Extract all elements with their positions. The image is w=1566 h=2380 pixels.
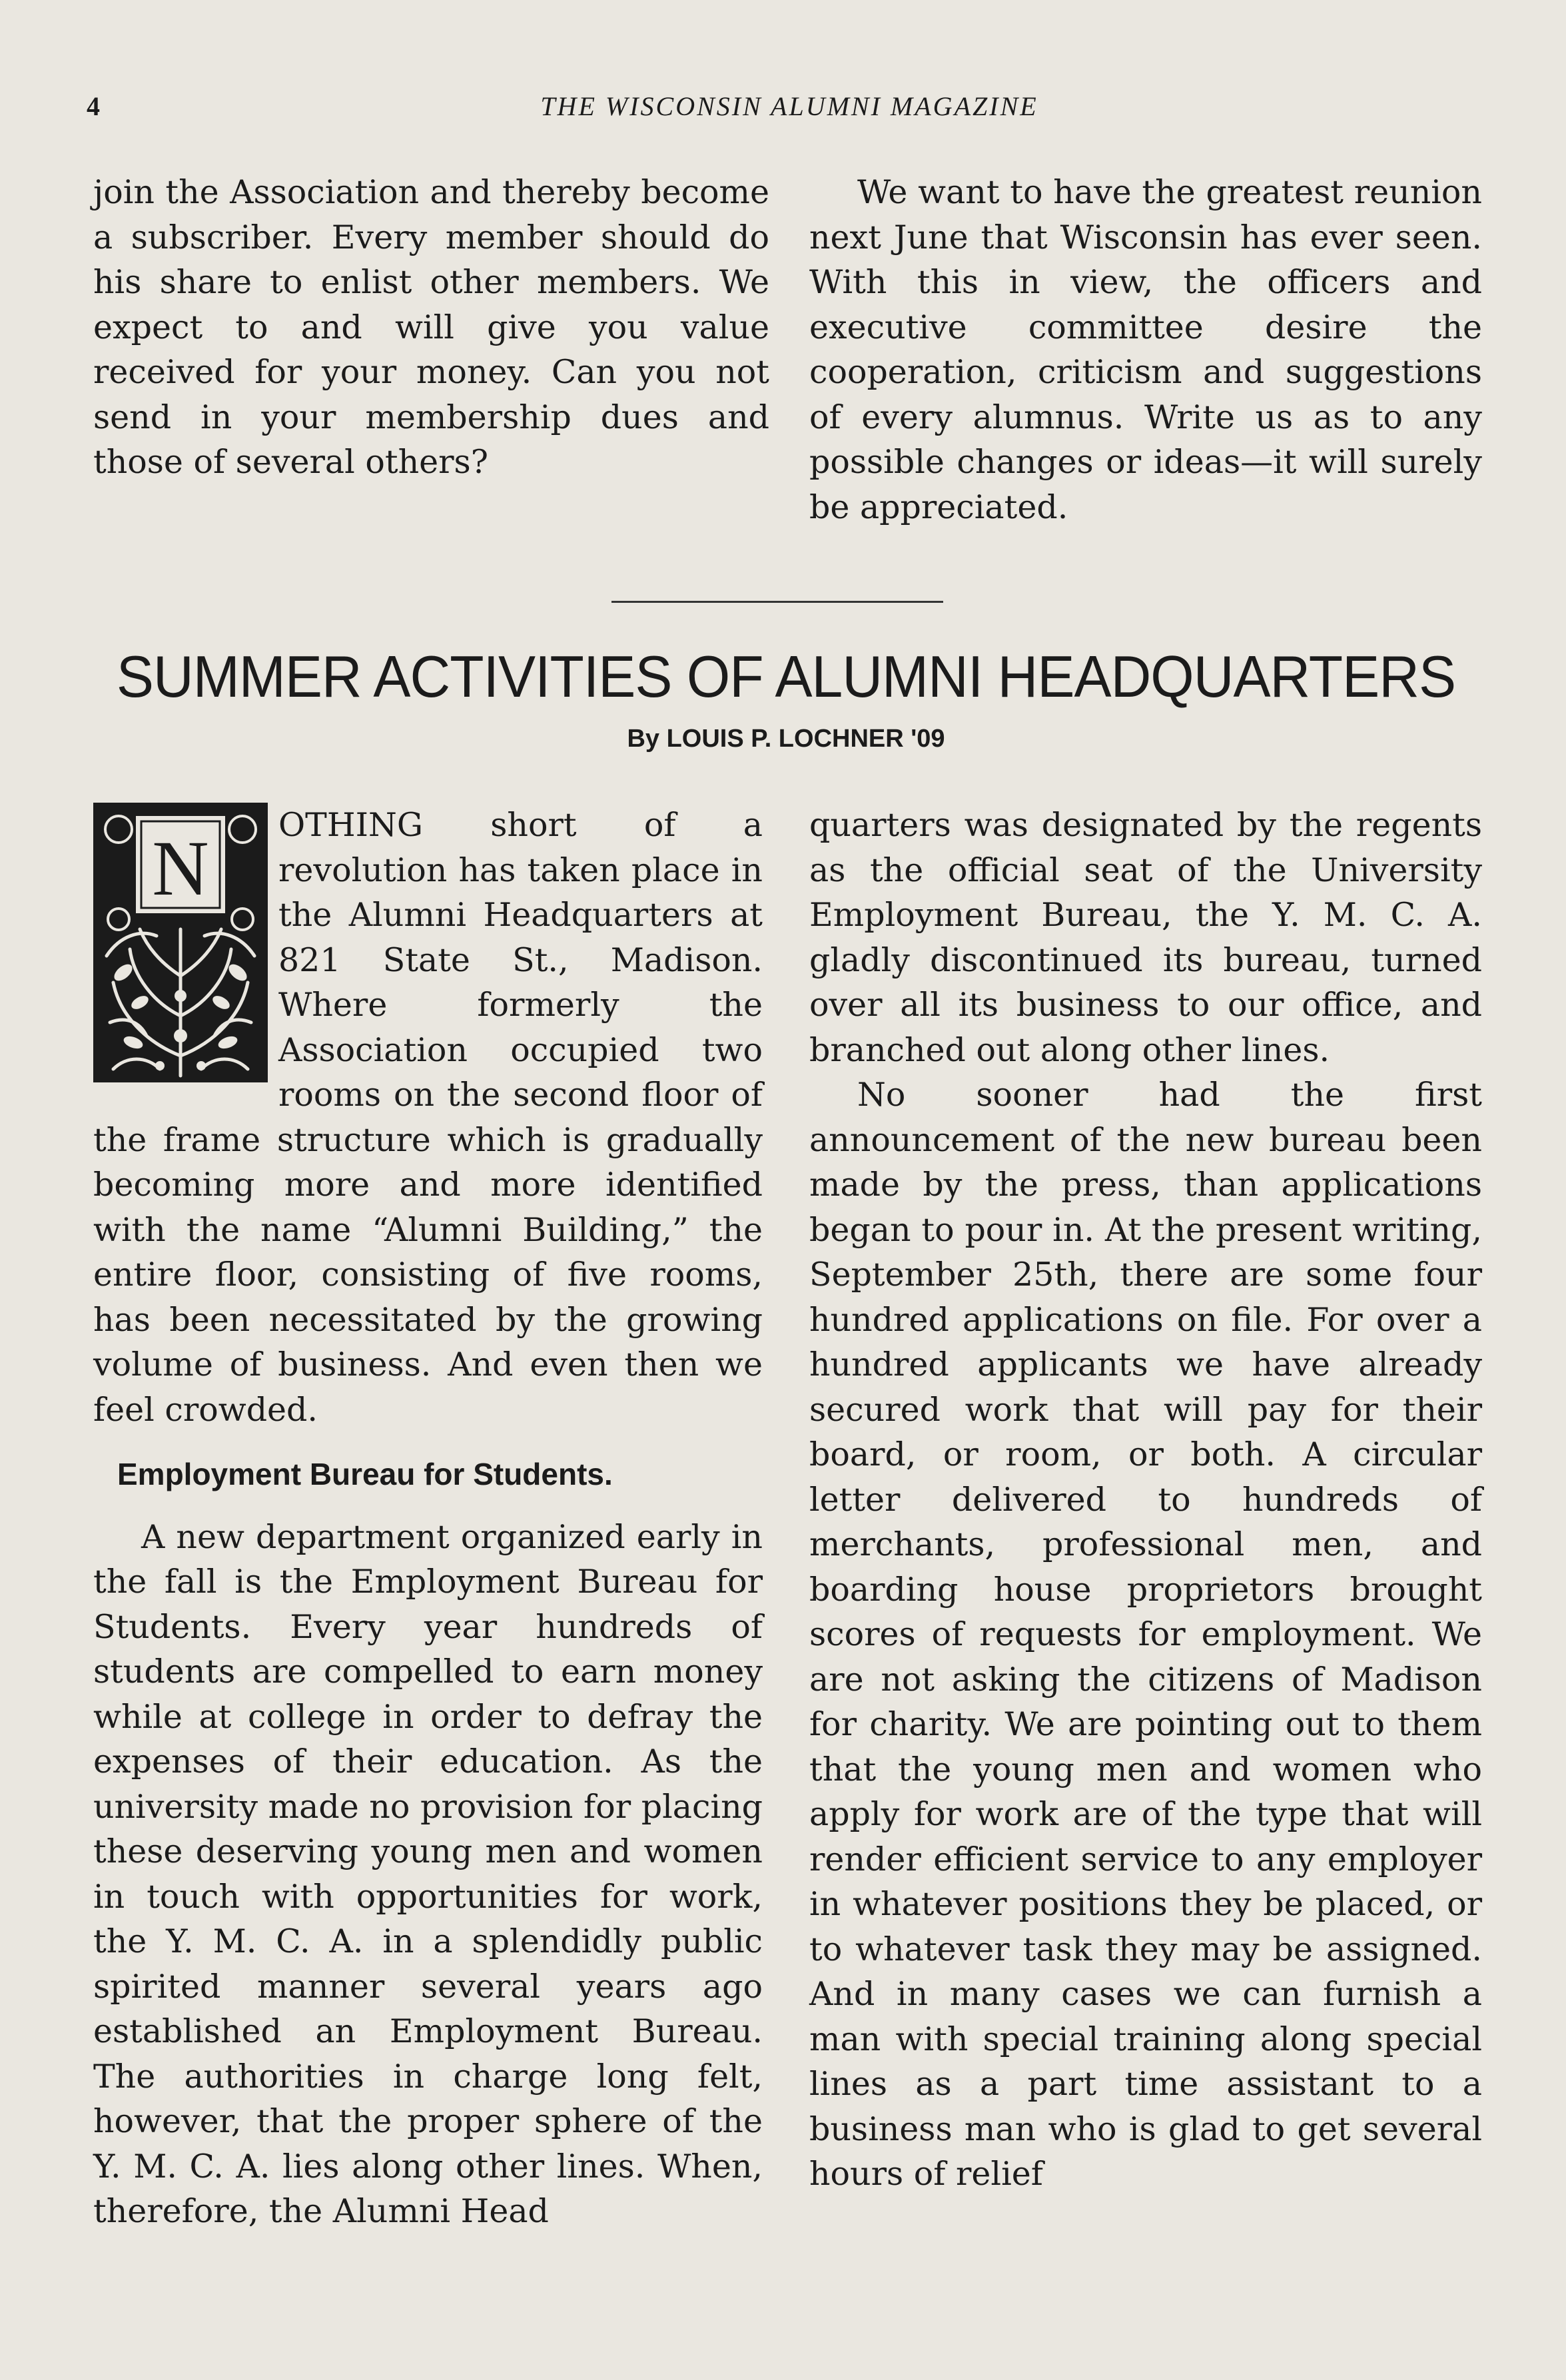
- article-byline: By LOUIS P. LOCHNER '09: [627, 725, 945, 753]
- article-paragraph-2: A new department organized early in the fall is the Employment Bureau for Students. Every year hundreds of students are compelled to earn money while at college in order to defray the expenses of their education. As the university made no provision for placing these deserving young men and women in touch with opportunities for work, the Y. M. C. A. in a splendidly public spirited manner several years ago established an Employment Bureau. The authorities in charge long felt, however, that the proper sphere of the Y. M. C. A. lies along other lines. When, therefore, the Alumni Head: [93, 1517, 763, 2230]
- intro-left-paragraph: join the Association and thereby become a subscriber. Every member should do his share to enlist other members. We expect to and will give you value received for your money. Can you not send in your membership dues and those of several others?: [93, 173, 769, 481]
- article-title: SUMMER ACTIVITIES OF ALUMNI HEADQUARTERS: [116, 643, 1456, 709]
- article-subheading: Employment Bureau for Students.: [117, 1457, 613, 1491]
- drop-cap-ornament: [93, 803, 268, 1082]
- article-right-column: [809, 803, 1482, 2197]
- section-divider: [611, 601, 943, 603]
- article-paragraph-4: No sooner had the first announcement of the new bureau been made by the press, than applications began to pour in. At the present writing, September 25th, there are some four hundred applications on file. For over a hundred applicants we have already secured work that will pay for their board, or room, or both. A circular letter delivered to hundreds of merchants, professional men, and boarding house proprietors brought scores of requests for employment. We are not asking the citizens of Madison for charity. We are pointing out to them that the young men and women who apply for work are of the type that will render efficient service to any employer in whatever positions they be placed, or to whatever task they may be assigned. And in many cases we can furnish a man with special training along special lines as a part time assistant to a business man who is glad to get several hours of relief: [809, 1076, 1482, 2193]
- intro-right-column: [809, 170, 1482, 530]
- magazine-title: THE WISCONSIN ALUMNI MAGAZINE: [540, 91, 1038, 121]
- running-head: [87, 91, 1492, 131]
- page-number: 4: [87, 91, 100, 121]
- article-left-column: [93, 803, 763, 2234]
- article-paragraph-1: OTHING short of a revolution has taken place in the Alumni Headquarters at 821 State St., Madison. Where formerly the Association occupied two rooms on the second floor of the frame structure which is gradually becoming more and more identified with the name “Alumni Building,” the entire floor, consisting of five rooms, has been necessitated by the growing volume of business. And even then we feel crowded.: [93, 806, 763, 1429]
- intro-left-column: [93, 170, 769, 485]
- article-paragraph-3: quarters was designated by the regents as the official seat of the University Employment Bureau, the Y. M. C. A. gladly discontinued its bureau, turned over all its business to our office, and branched out along other lines.: [809, 806, 1482, 1069]
- intro-right-paragraph: We want to have the greatest reunion next June that Wisconsin has ever seen. With this in view, the officers and executive committee desire the cooperation, criticism and suggestions of every alumnus. Write us as to any possible changes or ideas—it will surely be appreciated.: [809, 173, 1482, 526]
- floral-ornament-icon: [93, 803, 268, 1082]
- drop-cap-letter: N: [152, 825, 209, 912]
